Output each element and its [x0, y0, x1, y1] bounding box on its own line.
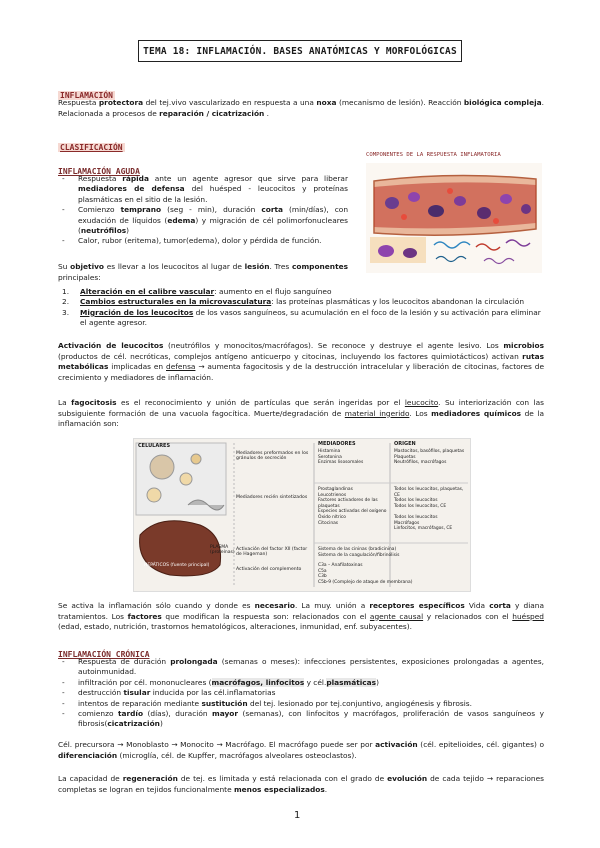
componentes-list [58, 287, 544, 329]
origin-group-2: Todos los leucocitos, plaquetas, CE Todos los leucocitos Todos los leucocitos, CE Todos los leucocitos Macrófagos Linfocitos, macrófagos, CE [394, 487, 464, 532]
mediators-group-2: Prostaglandinas Leucotrienos Factores activadores de las plaquetas Especies activadas del oxígeno Óxido nítrico Citocinas [318, 487, 387, 526]
chemical-mediators-figure [133, 438, 471, 592]
mediators-group-4: C3a – Anafilatoxinas C5a C3b C5b-9 (Complejo de ataque de membrana) [318, 563, 413, 585]
origin-group-1: Mastocitos, basófilos, plaquetas Plaquetas Neutrófilos, macrófagos [394, 449, 465, 466]
label-preformados: Mediadores preformados en los gránulos de secreción [236, 451, 309, 461]
label-celulares: CELULARES [138, 443, 171, 449]
page-title: TEMA 18: INFLAMACIÓN. BASES ANATÓMICAS Y MORFOLÓGICAS [138, 40, 462, 62]
label-hepaticos: HEPÁTICOS (fuente principal) [144, 563, 210, 568]
activacion-leucocitos-paragraph: Activación de leucocitos (neutrófilos y monocitos/macrófagos). Se reconoce y destruye el agente lesivo. Los microbios (productos de cél. necróticas, complejos antígeno anticuerpo y citocinas, incluyendo los factores quimiotácticos) activan rutas metabólicas implicadas en defensa → aumenta fagocitosis y de la destrucción intracelular y liberación de citocinas, factores de crecimiento y mediadores de inflamación. [58, 341, 544, 382]
inflamacion-definition: Respuesta protectora del tej.vivo vascularizado en respuesta a una noxa (mecanismo de lesión). Reacción biológica compleja. Relacionada a procesos de reparación / cicatrización . [58, 98, 544, 118]
inflammation-components-figure [366, 163, 542, 273]
section-heading-clasificacion: CLASIFICACIÓN [60, 143, 123, 152]
label-plasma: PLASMA (proteínas) [210, 545, 235, 555]
list-item: - infiltración por cél. mononucleares (macrófagos, linfocitos y cél.plasmáticas) [58, 678, 544, 688]
fagocitosis-paragraph: La fagocitosis es el reconocimiento y unión de partículas que serán ingeridas por el leucocito. Su interiorización con las subsiguiente formación de una vacuola fagocítica. Muerte/degradación de material ingerido. Los mediadores químicos de la inflamación son: [58, 398, 544, 429]
column-header-origen: ORIGEN [394, 441, 416, 447]
section-heading-inflamacion: INFLAMACIÓN [60, 91, 113, 100]
list-item: - comienzo tardío (días), duración mayor (semanas), con linfocitos y macrófagos, proliferación de vasos sanguíneos y fibrosis(cicatrización) [58, 709, 544, 730]
list-item: 2. Cambios estructurales en la microvasculatura: las proteínas plasmáticas y los leucocitos abandonan la circulación [62, 297, 525, 307]
subheading-inflamacion-aguda: INFLAMACIÓN AGUDA [58, 167, 140, 176]
list-item: - Respuesta de duración prolongada (semanas o meses): infecciones persistentes, exposiciones prolongadas a agentes, autoinmunidad. [58, 657, 544, 678]
list-item: - destrucción tisular inducida por las cél.inflamatorias [58, 688, 544, 698]
mediators-group-3: Sistema de las cininas (bradicinina) Sistema de la coagulación/fibrinólisis [318, 547, 400, 558]
list-item: - Respuesta rápida ante un agente agresor que sirve para liberar mediadores de defensa del huésped - leucocitos y proteínas plasmáticas en el sitio de la lesión. [58, 174, 348, 205]
label-recien-sintetizados: Mediadores recién sintetizados [236, 495, 308, 500]
factores-paragraph: Se activa la inflamación sólo cuando y donde es necesario. La muy. unión a receptores específicos Vida corta y diana tratamientos. Los factores que modifican la respuesta son: relacionados con el agente causal y relacionados con el huésped (edad, estado, nutrición, trastornos hematológicos, alteraciones, inmunidad, enf. subyacentes). [58, 601, 545, 632]
list-item: 3. Migración de los leucocitos de los vasos sanguíneos, su acumulación en el foco de la lesión y su activación para eliminar el agente agresor. [62, 307, 541, 328]
list-item: - intentos de reparación mediante sustitución del tej. lesionado por tej.conjuntivo, angiogénesis y fibrosis. [58, 699, 544, 709]
label-factor-xii: Activación del factor XII (factor de Hageman) [236, 547, 308, 557]
macrofago-paragraph: Cél. precursora → Monoblasto → Monocito → Macrófago. El macrófago puede ser por activación (cél. epitelioides, cél. gigantes) o diferenciación (microglía, cél. de Kupffer, macrófagos alveolares osteoclastos). [58, 740, 544, 760]
regeneracion-paragraph: La capacidad de regeneración de tej. es limitada y está relacionada con el grado de evolución de cada tejido → reparaciones completas se logran en tejidos funcionalmente menos especializados. [58, 774, 545, 794]
aguda-bullet-list [58, 174, 348, 247]
cronica-bullet-list [58, 657, 544, 730]
list-item: - Calor, rubor (eritema), tumor(edema), dolor y pérdida de función. [58, 236, 348, 246]
figure-caption: COMPONENTES DE LA RESPUESTA INFLAMATORIA [366, 152, 501, 158]
aguda-objetivo: Su objetivo es llevar a los leucocitos al lugar de lesión. Tres componentes principales: [58, 262, 349, 282]
mediators-group-1: Histamina Serotonina Enzimas lisosomales [318, 449, 364, 466]
label-complemento: Activación del complemento [236, 567, 302, 572]
page-number: 1 [294, 810, 301, 821]
list-item: 1. Alteración en el calibre vascular: aumento en el flujo sanguíneo [62, 287, 332, 296]
subheading-inflamacion-cronica: INFLAMACIÓN CRÓNICA [58, 650, 150, 659]
column-header-mediadores: MEDIADORES [318, 441, 356, 447]
list-item: - Comienzo temprano (seg - min), duración corta (min/días), con exudación de líquidos (edema) y migración de cél polimorfonucleares (neutrófilos) [58, 205, 348, 236]
